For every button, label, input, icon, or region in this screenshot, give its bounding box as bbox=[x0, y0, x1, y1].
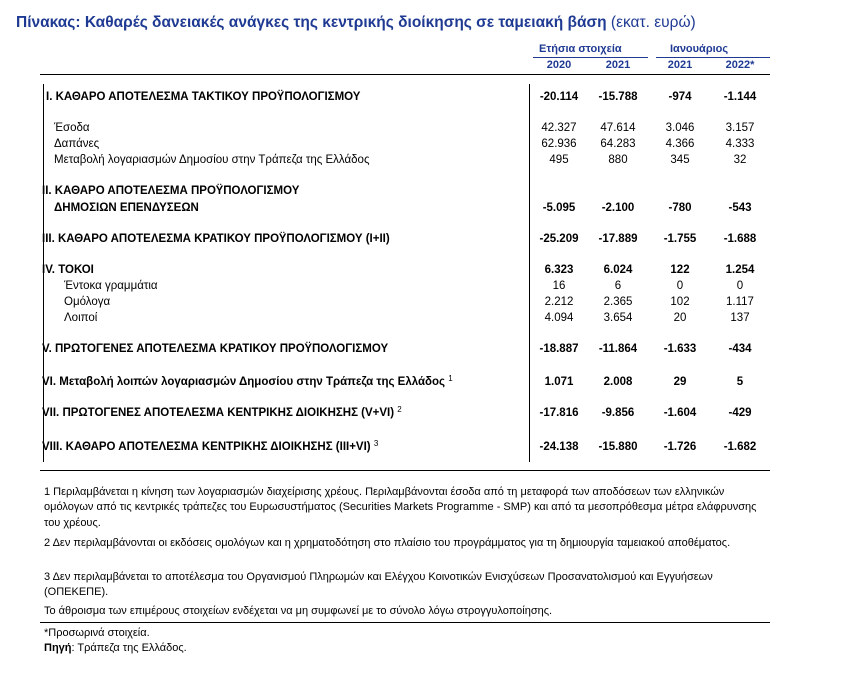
row-label: Δαπάνες bbox=[54, 138, 100, 150]
cell-value: 5 bbox=[736, 376, 744, 388]
table-row bbox=[40, 278, 770, 294]
header-col-jan-2021: 2021 bbox=[667, 59, 693, 71]
cell-value: 137 bbox=[730, 312, 750, 324]
provisional-note: *Προσωρινά στοιχεία. bbox=[44, 627, 150, 639]
notes-bottom-rule bbox=[40, 622, 770, 623]
table-row bbox=[40, 310, 770, 326]
title-main: Πίνακας: Καθαρές δανειακές ανάγκες της κεντρικής διοίκησης σε ταμειακή βάση bbox=[16, 14, 607, 31]
header-group-january: Ιανουάριος bbox=[670, 43, 729, 55]
cell-value: 0 bbox=[676, 280, 684, 292]
header-col-2021: 2021 bbox=[605, 59, 631, 71]
table-row bbox=[40, 200, 770, 216]
source-label: Πηγή bbox=[44, 642, 72, 654]
cell-value: -24.138 bbox=[539, 441, 579, 453]
cell-value: -15.788 bbox=[598, 91, 638, 103]
table-row bbox=[40, 136, 770, 152]
cell-value: -15.880 bbox=[598, 441, 638, 453]
header-group-annual: Ετήσια στοιχεία bbox=[539, 43, 622, 55]
table-row bbox=[40, 231, 770, 247]
cell-value: 3.654 bbox=[603, 312, 633, 324]
cell-value: 102 bbox=[670, 296, 690, 308]
cell-value: -1.688 bbox=[723, 233, 757, 245]
cell-value: 6.024 bbox=[603, 264, 633, 276]
cell-value: -1.604 bbox=[663, 407, 697, 419]
cell-value: 3.046 bbox=[665, 122, 695, 134]
table-row-label-line1 bbox=[40, 183, 770, 199]
table-row bbox=[40, 89, 770, 105]
cell-value: 6.323 bbox=[544, 264, 574, 276]
cell-value: 122 bbox=[670, 264, 690, 276]
row-label: III. ΚΑΘΑΡΟ ΑΠΟΤΕΛΕΣΜΑ ΚΡΑΤΙΚΟΥ ΠΡΟΫΠΟΛΟΓΙΣΜΟΥ (I+II) bbox=[42, 233, 390, 245]
cell-value: -9.856 bbox=[601, 407, 635, 419]
rounding-note: Το άθροισμα των επιμέρους στοιχείων ενδέχεται να μη συμφωνεί με το σύνολο λόγω στρογγυλοποίησης. bbox=[44, 605, 553, 617]
row-label: VII. ΠΡΩΤΟΓΕΝΕΣ ΑΠΟΤΕΛΕΣΜΑ ΚΕΝΤΡΙΚΗΣ ΔΙΟΙΚΗΣΗΣ (V+VI) bbox=[42, 407, 395, 419]
row-label: Ομόλογα bbox=[64, 296, 111, 308]
footnote-3: 3 Δεν περιλαμβάνεται το αποτέλεσμα του Οργανισμού Πληρωμών και Ελέγχου Κοινοτικών Ενισχύσεων Προσανατολισμού και Εγγυήσεων (ΟΠΕΚΕΠΕ). bbox=[44, 571, 713, 599]
cell-value: 64.283 bbox=[600, 138, 636, 150]
table-row bbox=[40, 120, 770, 136]
cell-value: -1.726 bbox=[663, 441, 697, 453]
cell-value: -780 bbox=[668, 202, 692, 214]
cell-value: -5.095 bbox=[542, 202, 576, 214]
header-group-january-underline bbox=[656, 57, 770, 58]
row-label: V. ΠΡΩΤΟΓΕΝΕΣ ΑΠΟΤΕΛΕΣΜΑ ΚΡΑΤΙΚΟΥ ΠΡΟΫΠΟΛΟΓΙΣΜΟΥ bbox=[42, 343, 389, 355]
cell-value: 345 bbox=[670, 154, 690, 166]
cell-value: 880 bbox=[608, 154, 628, 166]
table-top-rule bbox=[40, 74, 770, 75]
cell-value: 4.366 bbox=[665, 138, 695, 150]
page-title bbox=[16, 14, 696, 32]
cell-value: -11.864 bbox=[598, 343, 638, 355]
cell-value: -17.889 bbox=[598, 233, 638, 245]
cell-value: -974 bbox=[668, 91, 692, 103]
row-label: II. ΚΑΘΑΡΟ ΑΠΟΤΕΛΕΣΜΑ ΠΡΟΫΠΟΛΟΓΙΣΜΟΥ bbox=[42, 185, 300, 197]
cell-value: 2.008 bbox=[603, 376, 633, 388]
cell-value: 2.212 bbox=[544, 296, 574, 308]
table-row bbox=[40, 374, 770, 390]
table-row bbox=[40, 341, 770, 357]
cell-value: -1.144 bbox=[723, 91, 757, 103]
footnote-ref: 3 bbox=[373, 439, 379, 448]
cell-value: -20.114 bbox=[539, 91, 579, 103]
table-row bbox=[40, 152, 770, 168]
footnote-ref: 2 bbox=[397, 405, 402, 414]
cell-value: 4.333 bbox=[725, 138, 755, 150]
row-label: VI. Μεταβολή λοιπών λογαριασμών Δημοσίου στην Τράπεζα της Ελλάδος bbox=[42, 376, 446, 388]
cell-value: 29 bbox=[673, 376, 687, 388]
cell-value: 1.071 bbox=[544, 376, 574, 388]
cell-value: -17.816 bbox=[539, 407, 579, 419]
header-group-annual-underline bbox=[533, 57, 648, 58]
footnote-1: 1 Περιλαμβάνεται η κίνηση των λογαριασμών διαχείρισης χρέους. Περιλαμβάνονται έσοδα από τη μεταφορά των αποδόσεων των ελληνικών ομόλογων από τις κεντρικές τράπεζες του Ευρωσυστήματος (Securities Markets Programme - SMP) και από τα μεσοπρόθεσμα μέτρα ελάφρυνσης του χρέους. bbox=[44, 486, 757, 529]
table-bottom-rule bbox=[40, 470, 770, 471]
row-label-continued: ΔΗΜΟΣΙΩΝ ΕΠΕΝΔΥΣΕΩΝ bbox=[54, 202, 199, 214]
row-label: Λοιποί bbox=[64, 312, 98, 324]
cell-value: -543 bbox=[728, 202, 752, 214]
cell-value: 4.094 bbox=[544, 312, 574, 324]
row-label: VIII. ΚΑΘΑΡΟ ΑΠΟΤΕΛΕΣΜΑ ΚΕΝΤΡΙΚΗΣ ΔΙΟΙΚΗΣΗΣ (III+VI) bbox=[42, 441, 371, 453]
cell-value: 47.614 bbox=[600, 122, 636, 134]
cell-value: 0 bbox=[736, 280, 744, 292]
cell-value: 1.117 bbox=[726, 296, 754, 308]
cell-value: -25.209 bbox=[539, 233, 579, 245]
row-label: Έντοκα γραμμάτια bbox=[64, 280, 158, 292]
cell-value: 42.327 bbox=[541, 122, 577, 134]
cell-value: -429 bbox=[728, 407, 752, 419]
cell-value: 1.254 bbox=[725, 264, 755, 276]
footnote-ref: 1 bbox=[448, 374, 453, 383]
cell-value: -1.755 bbox=[663, 233, 697, 245]
source-line bbox=[44, 641, 187, 656]
header-col-jan-2022: 2022* bbox=[725, 59, 755, 71]
cell-value: -18.887 bbox=[539, 343, 579, 355]
cell-value: 32 bbox=[733, 154, 747, 166]
row-label: Έσοδα bbox=[54, 122, 90, 134]
cell-value: 3.157 bbox=[725, 122, 755, 134]
cell-value: -434 bbox=[728, 343, 752, 355]
row-label: Μεταβολή λογαριασμών Δημοσίου στην Τράπεζα της Ελλάδος bbox=[54, 154, 370, 166]
cell-value: 2.365 bbox=[603, 296, 633, 308]
cell-value: 20 bbox=[673, 312, 687, 324]
footnote-2: 2 Δεν περιλαμβάνονται οι εκδόσεις ομολόγων και η χρηματοδότηση στο πλαίσιο του προγράμματος για τη δημιουργία ταμειακού αποθέματος. bbox=[44, 537, 731, 549]
table-row bbox=[40, 262, 770, 278]
cell-value: -1.633 bbox=[663, 343, 697, 355]
row-label: I. ΚΑΘΑΡΟ ΑΠΟΤΕΛΕΣΜΑ ΤΑΚΤΙΚΟΥ ΠΡΟΫΠΟΛΟΓΙΣΜΟΥ bbox=[46, 91, 361, 103]
cell-value: 16 bbox=[552, 280, 566, 292]
table-row bbox=[40, 294, 770, 310]
header-col-2020: 2020 bbox=[546, 59, 572, 71]
cell-value: 62.936 bbox=[541, 138, 577, 150]
table-row bbox=[40, 439, 770, 455]
table-row bbox=[40, 405, 770, 421]
cell-value: 495 bbox=[549, 154, 569, 166]
source-text: : Τράπεζα της Ελλάδος. bbox=[71, 642, 187, 654]
cell-value: -2.100 bbox=[601, 202, 635, 214]
row-label: IV. ΤΟΚΟΙ bbox=[42, 264, 94, 276]
cell-value: 6 bbox=[614, 280, 622, 292]
cell-value: -1.682 bbox=[723, 441, 757, 453]
title-unit: (εκατ. ευρώ) bbox=[610, 14, 696, 31]
